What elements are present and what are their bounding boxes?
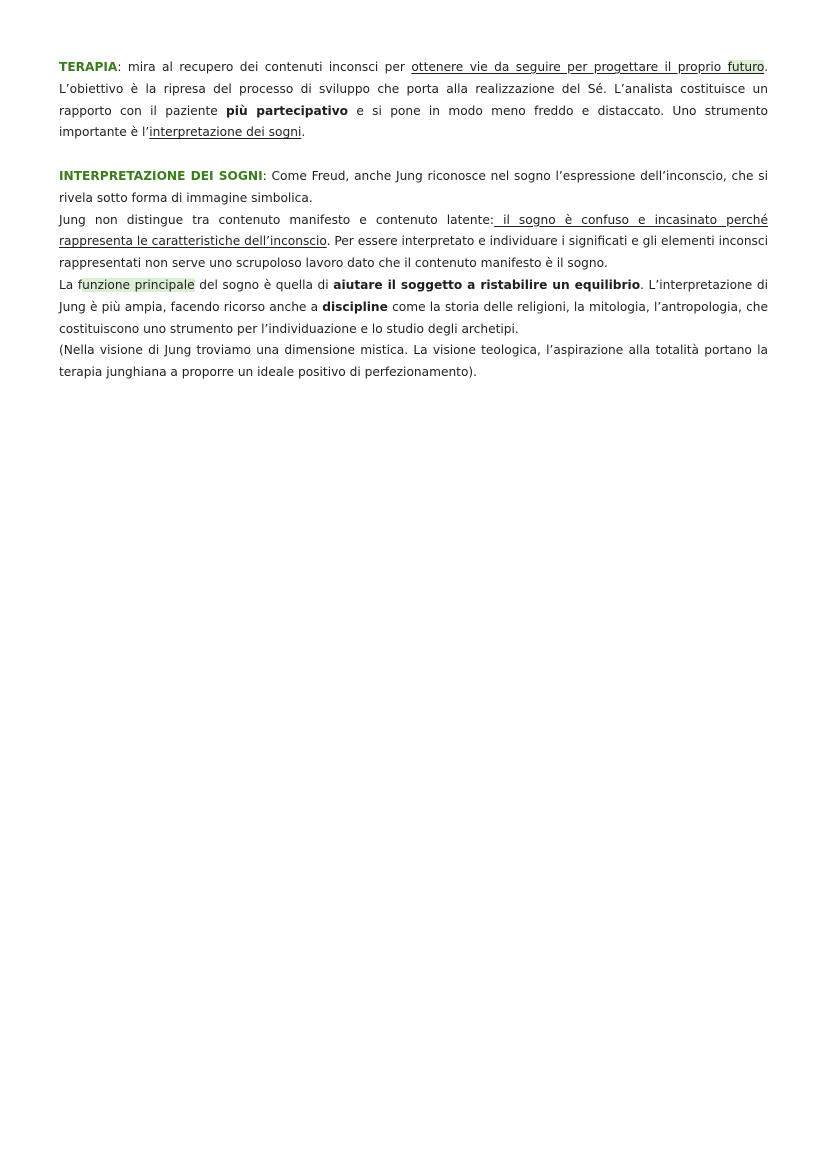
text-run: Jung non distingue tra contenuto manifesto e contenuto latente: [59, 212, 495, 227]
terapia-heading: TERAPIA [59, 60, 118, 74]
bold-text: discipline [322, 299, 388, 314]
paragraph-gap [59, 144, 768, 166]
text-run: . L’interpretazione di Jung è più ampia, facendo ricorso anche a [59, 277, 768, 314]
sogni-manifest-paragraph [59, 210, 768, 275]
sogni-heading: INTERPRETAZIONE DEI SOGNI [59, 168, 263, 183]
text-run: . Per essere interpretato e individuare i significati e gli elementi inconsci rappresentati non serve uno scrupoloso lavoro dato che il contenuto manifesto è il sogno. [59, 234, 768, 271]
text-run: : Come Freud, anche Jung riconosce nel sogno l’espressione dell’inconscio, che si rivela sotto forma di immagine simbolica. [59, 168, 768, 205]
bold-text: aiutare il soggetto a ristabilire un equilibrio [333, 277, 641, 292]
sogni-mystic-paragraph [59, 340, 768, 384]
text-run: come la storia delle religioni, la mitologia, l’antropologia, che costituiscono uno strumento per l’individuazione e lo studio degli archetipi. [59, 299, 768, 336]
highlighted-text: unzione principale [82, 277, 195, 292]
text-run: (Nella visione di Jung troviamo una dimensione mistica. La visione teologica, l’aspirazione alla totalità portano la terapia junghiana a proporre un ideale positivo di perfezionamento). [59, 343, 768, 380]
sogni-function-paragraph [59, 275, 768, 340]
sogni-intro-paragraph [59, 166, 768, 210]
underlined-text: il sogno è confuso e incasinato perché rappresenta le caratteristiche dell’inconscio [59, 212, 769, 249]
underlined-text: ottenere vie da seguire per progettare il proprio [411, 60, 728, 74]
text-run: La f [59, 277, 83, 292]
underlined-text: interpretazione dei sogni [149, 125, 302, 140]
text-run: e si pone in modo meno freddo e distaccato. Uno strumento importante è l’ [59, 103, 769, 140]
text-run: . L’obiettivo è la ripresa del processo di sviluppo che porta alla realizzazione del Sé. L’analista costituisce un rapporto con il paziente [59, 60, 769, 118]
terapia-paragraph [59, 57, 768, 144]
document-page [59, 57, 768, 384]
text-run: . [301, 125, 306, 140]
text-run: del sogno è quella di [194, 277, 334, 292]
text-run: : mira al recupero dei contenuti inconsci per [117, 60, 412, 74]
highlighted-text: futuro [727, 60, 765, 74]
bold-text: più partecipativo [226, 103, 349, 118]
